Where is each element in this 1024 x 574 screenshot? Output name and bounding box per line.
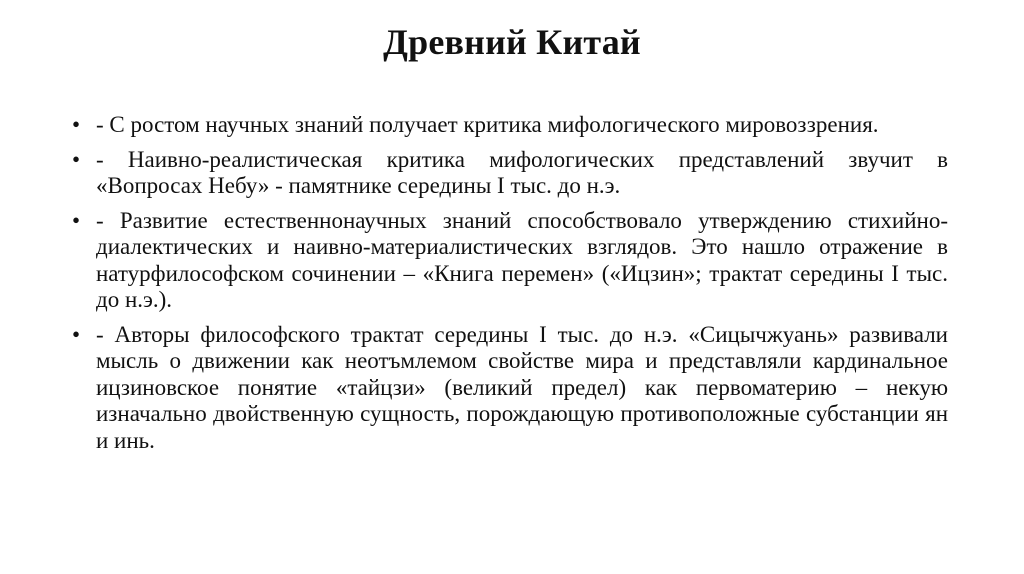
slide-title: Древний Китай — [383, 22, 641, 62]
bullet-list — [72, 112, 948, 462]
bullet-text: - Развитие естественнонаучных знаний способствовало утверждению стихийно-диалектических и наивно-материалистических взглядов. Это нашло отражение в натурфилософском сочинении – «Книга перемен» («Ицзин»; трактат середины I тыс. до н.э.). — [96, 207, 948, 312]
bullet-icon: • — [72, 112, 81, 137]
bullet-item — [72, 147, 948, 200]
bullet-item — [72, 208, 948, 314]
bullet-icon: • — [72, 146, 81, 172]
bullet-text: - Авторы философского трактат середины I тыс. до н.э. «Сицычжуань» развивали мысль о движении как неотъмлемом свойстве мира и представляли кардинальное ицзиновское понятие «тайцзи» (великий предел) как первоматерию – некую изначально двойственную сущность, порождающую противоположные субстанции ян и инь. — [96, 321, 948, 453]
bullet-item — [72, 322, 948, 455]
bullet-icon: • — [72, 207, 81, 233]
bullet-text: - Наивно-реалистическая критика мифологических представлений звучит в «Вопросах Небу» - памятнике середины I тыс. до н.э. — [96, 146, 948, 198]
bullet-item — [72, 112, 948, 139]
bullet-icon: • — [72, 321, 81, 347]
bullet-text: - С ростом научных знаний получает критика мифологического мировоззрения. — [96, 112, 879, 137]
